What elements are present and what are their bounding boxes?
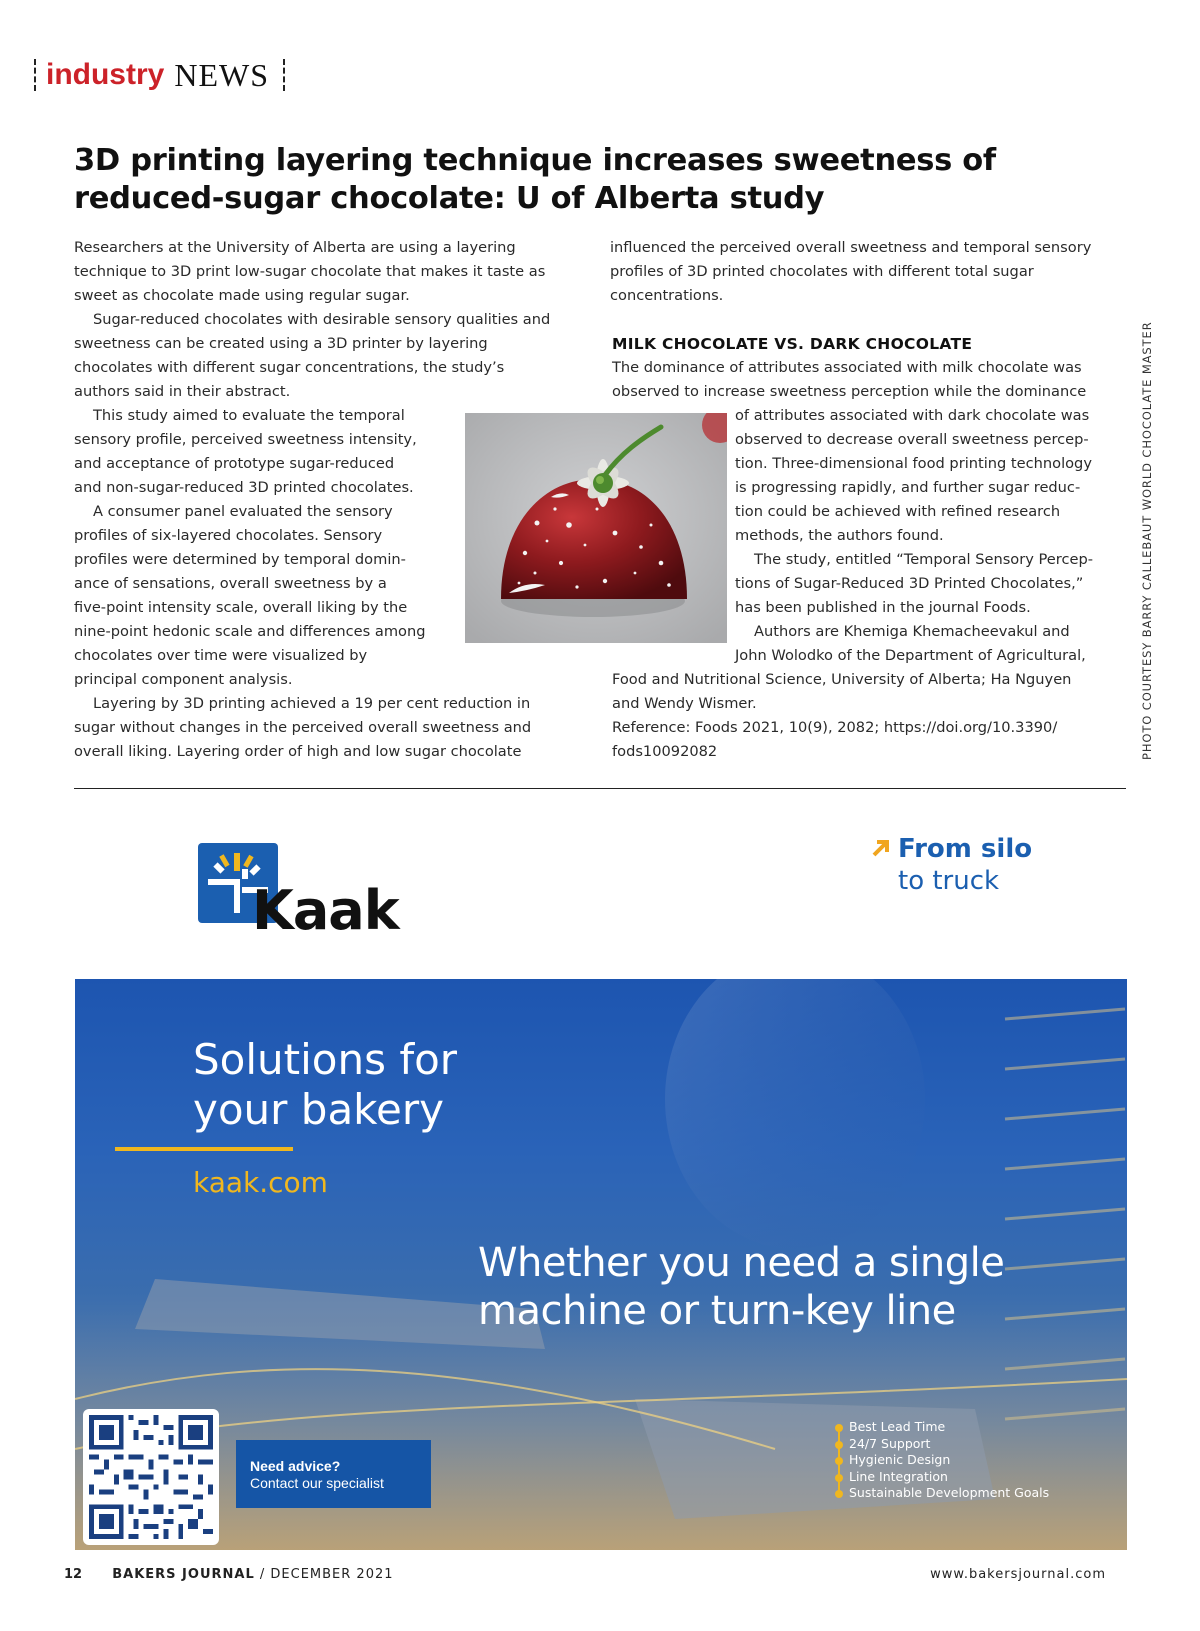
body-line: methods, the authors found. xyxy=(735,527,944,544)
article-headline xyxy=(74,142,1134,218)
article-right-column-wrap xyxy=(735,404,1135,668)
body-line: fods10092082 xyxy=(612,743,718,760)
body-line: has been published in the journal Foods. xyxy=(735,599,1031,616)
chocolate-illustration xyxy=(465,413,727,643)
kaak-ad-banner[interactable] xyxy=(75,979,1127,1550)
ad-tagline-line-2: machine or turn-key line xyxy=(478,1288,956,1334)
ad-headline-line-2: your bakery xyxy=(193,1085,444,1134)
section-header xyxy=(34,58,285,92)
headline-line-2: reduced-sugar chocolate: U of Alberta study xyxy=(74,181,825,216)
body-line: profiles of six-layered chocolates. Sensory xyxy=(74,527,383,544)
body-line: Authors are Khemiga Khemacheevakul and xyxy=(754,623,1070,640)
feature-item: Best Lead Time xyxy=(835,1419,1049,1436)
contact-specialist-button[interactable] xyxy=(236,1440,431,1508)
qr-code-icon xyxy=(89,1415,213,1539)
body-line: Sugar-reduced chocolates with desirable sensory qualities and xyxy=(93,311,551,328)
body-line: Researchers at the University of Alberta are using a layering xyxy=(74,239,516,256)
body-line: sweet as chocolate made using regular sugar. xyxy=(74,287,410,304)
body-line: sensory profile, perceived sweetness intensity, xyxy=(74,431,417,448)
body-line: influenced the perceived overall sweetness and temporal sensory xyxy=(610,239,1092,256)
article-subhead: MILK CHOCOLATE VS. DARK CHOCOLATE xyxy=(612,335,973,353)
issue-date: / DECEMBER 2021 xyxy=(254,1567,394,1582)
photo-credit: PHOTO COURTESY BARRY CALLEBAUT WORLD CHOCOLATE MASTER xyxy=(1140,321,1154,760)
body-line: Food and Nutritional Science, University of Alberta; Ha Nguyen xyxy=(612,671,1072,688)
silo-line-2: to truck xyxy=(898,866,1000,896)
ad-headline xyxy=(193,1035,457,1135)
section-label-news: NEWS xyxy=(174,56,270,93)
kaak-logo-word: Kaak xyxy=(252,879,399,942)
body-line: of attributes associated with dark chocolate was xyxy=(735,407,1090,424)
advice-line-1: Need advice? xyxy=(250,1458,341,1474)
body-line: and Wendy Wismer. xyxy=(612,695,757,712)
bullet-dot-icon xyxy=(835,1424,843,1432)
feature-list xyxy=(835,1419,1049,1502)
silo-slogan xyxy=(870,833,1032,897)
body-line: Reference: Foods 2021, 10(9), 2082; https://doi.org/10.3390/ xyxy=(612,719,1058,736)
body-line: The study, entitled “Temporal Sensory Percep- xyxy=(754,551,1093,568)
article-right-column-bottom xyxy=(612,668,1132,764)
body-line: observed to decrease overall sweetness percep- xyxy=(735,431,1089,448)
bullet-dot-icon xyxy=(835,1474,843,1482)
body-line: sugar without changes in the perceived overall sweetness and xyxy=(74,719,532,736)
bullet-dot-icon xyxy=(835,1457,843,1465)
feature-item: Sustainable Development Goals xyxy=(835,1485,1049,1502)
article-right-column xyxy=(612,356,1132,404)
body-line: This study aimed to evaluate the temporal xyxy=(93,407,405,424)
body-line: tion. Three-dimensional food printing technology xyxy=(735,455,1092,472)
footer-website-link[interactable]: www.bakersjournal.com xyxy=(930,1567,1106,1582)
body-line: The dominance of attributes associated with milk chocolate was xyxy=(612,359,1082,376)
ad-tagline-line-1: Whether you need a single xyxy=(478,1240,1005,1286)
body-line: nine-point hedonic scale and differences among xyxy=(74,623,426,640)
journal-name: BAKERS JOURNAL xyxy=(112,1567,255,1582)
feature-item: 24/7 Support xyxy=(835,1436,1049,1453)
body-line: concentrations. xyxy=(610,287,724,304)
body-line: authors said in their abstract. xyxy=(74,383,291,400)
body-line: and non-sugar-reduced 3D printed chocolates. xyxy=(74,479,414,496)
page-number: 12 xyxy=(64,1567,83,1582)
body-line: technique to 3D print low-sugar chocolate that makes it taste as xyxy=(74,263,546,280)
qr-code[interactable] xyxy=(83,1409,219,1545)
body-line: Layering by 3D printing achieved a 19 per cent reduction in xyxy=(93,695,531,712)
body-line: overall liking. Layering order of high and low sugar chocolate xyxy=(74,743,522,760)
bullet-dot-icon xyxy=(835,1490,843,1498)
body-line: A consumer panel evaluated the sensory xyxy=(93,503,393,520)
section-divider xyxy=(74,788,1126,789)
feature-item: Hygienic Design xyxy=(835,1452,1049,1469)
page-footer xyxy=(64,1567,1144,1582)
section-label-industry: industry xyxy=(46,58,165,91)
body-line: is progressing rapidly, and further sugar reduc- xyxy=(735,479,1081,496)
body-line: five-point intensity scale, overall liking by the xyxy=(74,599,408,616)
kaak-logo xyxy=(198,843,399,948)
body-line: profiles were determined by temporal domin- xyxy=(74,551,406,568)
ad-website-link[interactable]: kaak.com xyxy=(193,1166,328,1199)
ad-headline-line-1: Solutions for xyxy=(193,1035,458,1084)
ad-tagline xyxy=(478,1239,1004,1335)
headline-line-1: 3D printing layering technique increases sweetness of xyxy=(74,143,996,178)
body-line: chocolates over time were visualized by xyxy=(74,647,368,664)
body-line: tion could be achieved with refined research xyxy=(735,503,1061,520)
body-line: ance of sensations, overall sweetness by a xyxy=(74,575,387,592)
chocolate-photo xyxy=(465,413,727,643)
header-divider-right xyxy=(283,59,285,91)
article-right-column-top xyxy=(610,236,1130,308)
body-line: principal component analysis. xyxy=(74,671,293,688)
body-line: and acceptance of prototype sugar-reduced xyxy=(74,455,395,472)
body-line: tions of Sugar-Reduced 3D Printed Chocolates,” xyxy=(735,575,1084,592)
ad-headline-underline xyxy=(115,1147,293,1151)
arrow-up-right-icon xyxy=(870,837,892,859)
body-line: chocolates with different sugar concentrations, the study’s xyxy=(74,359,505,376)
bullet-dot-icon xyxy=(835,1441,843,1449)
advice-line-2: Contact our specialist xyxy=(250,1475,384,1491)
header-divider-left xyxy=(34,59,36,91)
silo-line-1: From silo xyxy=(898,834,1033,864)
feature-item: Line Integration xyxy=(835,1469,1049,1486)
body-line: observed to increase sweetness perception while the dominance xyxy=(612,383,1087,400)
body-line: sweetness can be created using a 3D printer by layering xyxy=(74,335,488,352)
body-line: John Wolodko of the Department of Agricultural, xyxy=(735,647,1086,664)
body-line: profiles of 3D printed chocolates with different total sugar xyxy=(610,263,1034,280)
